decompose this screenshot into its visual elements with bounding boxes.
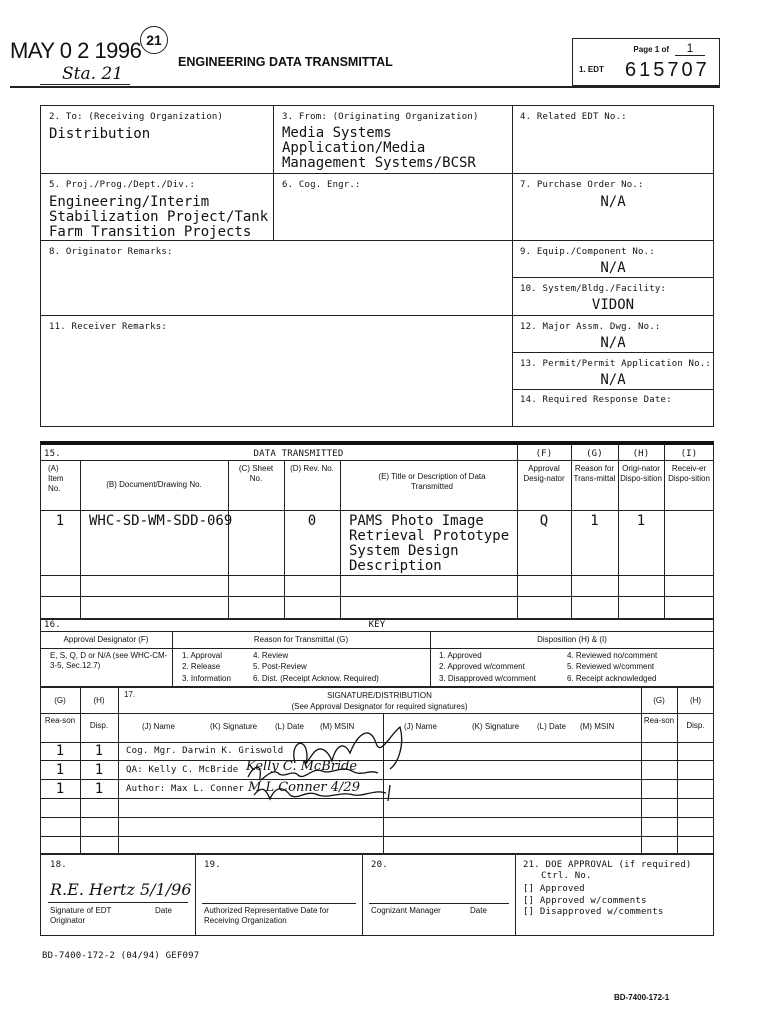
sig-col-h-left: (H)	[93, 696, 105, 705]
doe-option-approved: [] Approved	[523, 884, 585, 894]
to-value: Distribution	[49, 126, 151, 142]
permit-value: N/A	[600, 372, 626, 388]
col-title-head: (E) Title or Description of Data Transmitted	[378, 472, 486, 491]
reason-column-head-right: Rea-son	[643, 716, 675, 725]
section16-number: 16.	[44, 620, 61, 630]
disp-column-head-right: Disp.	[686, 721, 705, 730]
row-rev: 0	[307, 513, 317, 529]
col-reason-head: Reason for Trans-mittal	[573, 464, 616, 483]
approval-designator-text: E, S, Q, D or N/A (see WHC-CM-3-5, Sec.12.7)	[50, 651, 168, 670]
date-column-head-right: (L) Date	[537, 722, 566, 731]
reason-1: 1. Approval	[182, 651, 223, 660]
reason-5: 5. Post-Review	[253, 662, 307, 671]
proj-label: 5. Proj./Prog./Dept./Div.:	[49, 180, 196, 190]
date-column-head-left: (L) Date	[275, 722, 304, 731]
signature-column-head-left: (K) Signature	[210, 722, 258, 731]
cog-engr-label: 6. Cog. Engr.:	[282, 180, 361, 190]
cog-manager-caption: Cognizant Manager	[371, 906, 441, 915]
sig-row-disp: 1	[94, 781, 104, 797]
col-sheet-head: (C) Sheet No.	[238, 464, 274, 483]
equip-label: 9. Equip./Component No.:	[520, 247, 655, 257]
circled-number-stamp: 21	[140, 26, 168, 54]
row-doc-number: WHC-SD-WM-SDD-069	[89, 513, 233, 529]
disposition-4: 4. Reviewed no/comment	[567, 651, 658, 660]
major-assm-label: 12. Major Assm. Dwg. No.:	[520, 322, 661, 332]
edt-label: 1. EDT	[579, 65, 604, 74]
reason-2: 2. Release	[182, 662, 221, 671]
system-value: VIDON	[591, 297, 635, 313]
section17-number: 17.	[124, 690, 136, 699]
proj-value: Engineering/Interim Stabilization Project/Tank Farm Transition Projects	[49, 194, 269, 240]
key-title: KEY	[368, 620, 386, 630]
signature-column-head-right: (K) Signature	[472, 722, 520, 731]
major-assm-value: N/A	[600, 335, 626, 351]
col-h-head: (H)	[632, 449, 650, 459]
sig-row-reason: 1	[55, 781, 65, 797]
received-date-stamp: MAY 0 2 1996	[10, 38, 142, 63]
sig-row-disp: 1	[94, 762, 104, 778]
data-transmitted-title: DATA TRANSMITTED	[253, 449, 344, 459]
response-date-label: 14. Required Response Date:	[520, 395, 672, 405]
col-orig-disp-head: Origi-nator Dispo-sition	[620, 464, 662, 483]
reason-3: 3. Information	[182, 674, 231, 683]
form-number-right: BD-7400-172-1	[614, 993, 670, 1002]
sig-col-g-right: (G)	[653, 696, 665, 705]
row-item: 1	[55, 513, 65, 529]
sig-row-name: Cog. Mgr. Darwin K. Griswold	[126, 746, 284, 756]
section19-number: 19.	[204, 860, 221, 870]
page-value: 1	[675, 41, 705, 56]
doe-approval-title: 21. DOE APPROVAL (if required)	[523, 860, 692, 870]
originator-signature: R.E. Hertz 5/1/96	[50, 880, 192, 899]
col-doc-head: (B) Document/Drawing No.	[106, 480, 202, 489]
disposition-6: 6. Receipt acknowledged	[567, 674, 657, 683]
related-edt-label: 4. Related EDT No.:	[520, 112, 627, 122]
row-reason: 1	[590, 513, 599, 529]
row-orig-disp: 1	[636, 513, 646, 529]
permit-label: 13. Permit/Permit Application No.:	[520, 359, 712, 369]
disp-column-head-left: Disp.	[89, 721, 109, 730]
msin-column-head-right: (M) MSIN	[580, 722, 615, 731]
approval-designator-header: Approval Designator (F)	[63, 635, 149, 644]
form-title: ENGINEERING DATA TRANSMITTAL	[178, 55, 393, 69]
doe-option-disapproved: [] Disapproved w/comments	[523, 907, 664, 917]
msin-column-head-left: (M) MSIN	[320, 722, 355, 731]
reason-6: 6. Dist. (Receipt Acknow. Required)	[253, 674, 379, 683]
signature-distribution-subtitle: (See Approval Designator for required signatures)	[291, 702, 468, 711]
col-approval-head: Approval Desig-nator	[523, 464, 565, 483]
system-label: 10. System/Bldg./Facility:	[520, 284, 667, 294]
receiver-remarks-label: 11. Receiver Remarks:	[49, 322, 167, 332]
po-value: N/A	[600, 194, 626, 210]
disposition-header: Disposition (H) & (I)	[537, 635, 607, 644]
reason-column-head-left: Rea-son	[44, 716, 76, 725]
disposition-2: 2. Approved w/comment	[439, 662, 525, 671]
col-f-head: (F)	[535, 449, 553, 459]
section18-number: 18.	[50, 860, 67, 870]
sig-row-name: Author: Max L. Conner	[126, 784, 244, 794]
handwritten-station: Sta. 21	[62, 64, 124, 84]
edt-number: 615707	[625, 59, 710, 81]
to-label: 2. To: (Receiving Organization)	[49, 112, 224, 122]
reason-4: 4. Review	[253, 651, 289, 660]
name-column-head-left: (J) Name	[142, 722, 175, 731]
name-column-head-right: (J) Name	[404, 722, 437, 731]
cog-manager-date-caption: Date	[470, 906, 487, 915]
section15-number: 15.	[44, 449, 61, 459]
disposition-5: 5. Reviewed w/comment	[567, 662, 655, 671]
sig-col-g-left: (G)	[54, 696, 66, 705]
equip-value: N/A	[600, 260, 626, 276]
col-rev-head: (D) Rev. No.	[290, 464, 334, 473]
sig-row-reason: 1	[55, 743, 65, 759]
doe-option-approved-comments: [] Approved w/comments	[523, 896, 647, 906]
from-value: Media Systems Application/Media Management Systems/BCSR	[282, 125, 476, 171]
disposition-3: 3. Disapproved w/comment	[439, 674, 536, 683]
mcbride-signature-label: Kelly C. McBride	[246, 759, 358, 774]
originator-remarks-label: 8. Originator Remarks:	[49, 247, 173, 257]
col-i-head: (I)	[680, 449, 698, 459]
page-label: Page 1 of	[633, 45, 669, 54]
col-g-head: (G)	[586, 449, 603, 459]
sig-col-h-right: (H)	[689, 696, 702, 705]
row-title: PAMS Photo Image Retrieval Prototype System Design Description	[349, 513, 510, 574]
col-recv-disp-head: Receiv-er Dispo-sition	[668, 464, 710, 483]
from-label: 3. From: (Originating Organization)	[282, 112, 479, 122]
row-approval: Q	[539, 513, 549, 529]
signature-distribution-title: SIGNATURE/DISTRIBUTION	[327, 691, 432, 700]
conner-signature-label: M L Conner 4/29	[248, 780, 360, 795]
receiving-rep-caption: Authorized Representative Date for Receiving Organization	[204, 906, 329, 925]
reason-header: Reason for Transmittal (G)	[253, 635, 349, 644]
sig-row-name: QA: Kelly C. McBride	[126, 765, 239, 775]
po-label: 7. Purchase Order No.:	[520, 180, 644, 190]
doe-ctrl-no: Ctrl. No.	[541, 871, 592, 881]
sig-row-disp: 1	[94, 743, 104, 759]
edt-number-box	[572, 38, 720, 86]
section20-number: 20.	[371, 860, 388, 870]
sig-row-reason: 1	[55, 762, 65, 778]
col-item-head: (A) Item No.	[48, 464, 64, 493]
originator-date-caption: Date	[155, 906, 172, 915]
disposition-1: 1. Approved	[439, 651, 482, 660]
form-number-left: BD-7400-172-2 (04/94) GEF097	[42, 951, 200, 961]
originator-caption: Signature of EDT Originator	[50, 906, 112, 925]
